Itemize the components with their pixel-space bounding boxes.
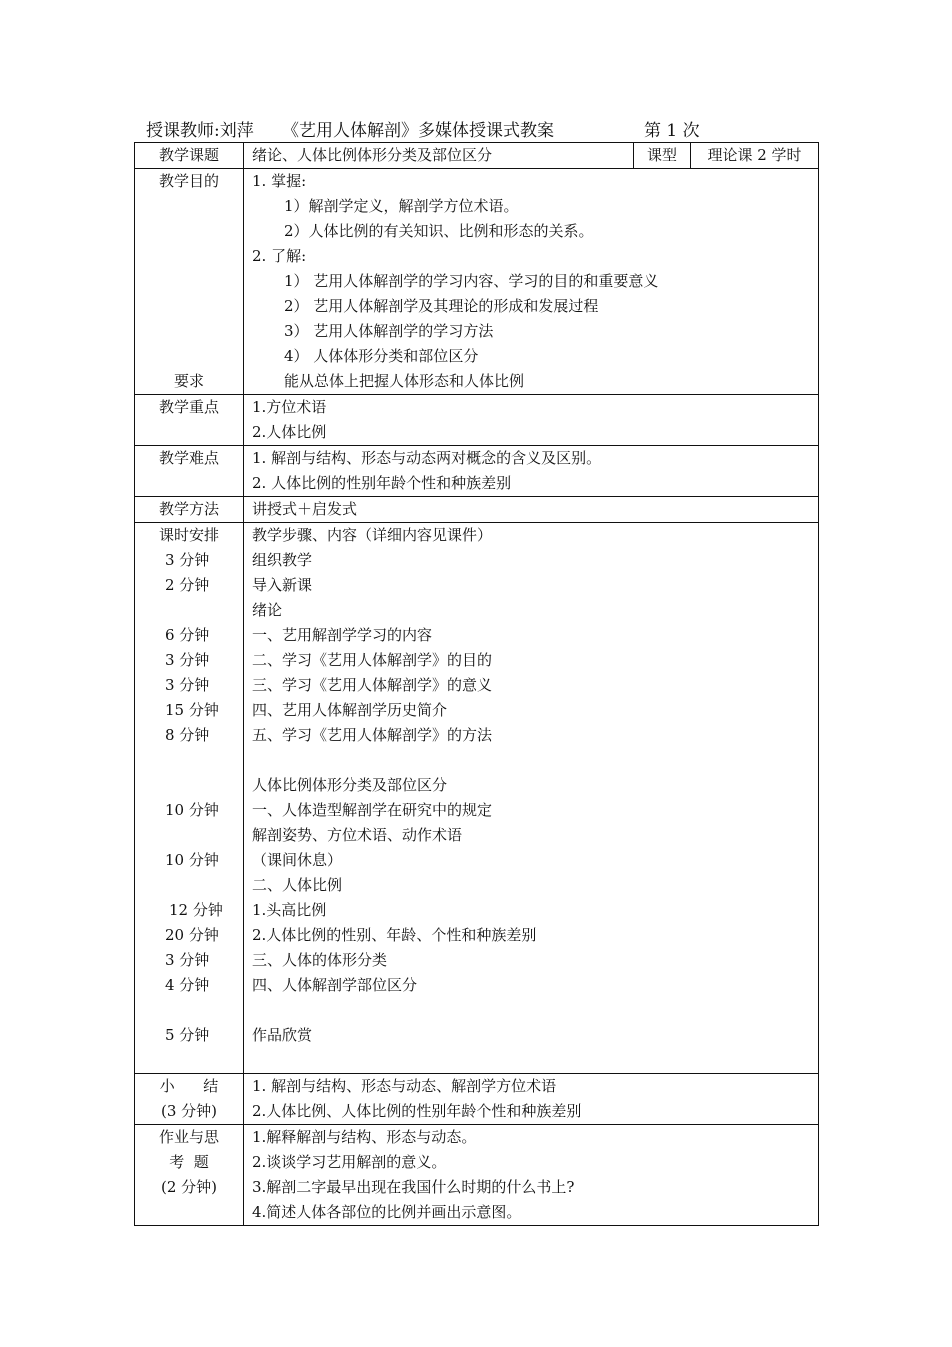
homework-label-2: 考 题 xyxy=(169,1153,209,1171)
schedule-item: 五、学习《艺用人体解剖学》的方法 xyxy=(252,726,493,744)
schedule-item: 四、艺用人体解剖学历史简介 xyxy=(252,701,448,719)
key-point-line: 2.人体比例 xyxy=(252,423,327,441)
schedule-time: 2 分钟 xyxy=(165,576,210,594)
homework-label: 作业与思 xyxy=(158,1128,219,1146)
topic-row xyxy=(135,143,819,169)
schedule-time xyxy=(143,873,235,898)
schedule-time: 12 分钟 xyxy=(169,901,223,919)
schedule-label: 课时安排 xyxy=(158,526,219,544)
objectives-label-cell xyxy=(135,169,244,395)
schedule-time xyxy=(143,998,235,1023)
homework-content xyxy=(244,1125,819,1226)
course-type-value: 理论课 2 学时 xyxy=(691,143,819,169)
schedule-item: 组织教学 xyxy=(252,551,313,569)
teacher-name: 授课教师:刘萍 xyxy=(146,121,254,141)
topic-label: 教学课题 xyxy=(135,143,244,169)
schedule-time xyxy=(143,748,235,773)
objective-line: 2）人体比例的有关知识、比例和形态的关系。 xyxy=(284,222,594,240)
homework-line: 4.简述人体各部位的比例并画出示意图。 xyxy=(252,1203,522,1221)
difficulties-row xyxy=(135,446,819,497)
schedule-time: 10 分钟 xyxy=(165,801,219,819)
schedule-time: 4 分钟 xyxy=(165,976,210,994)
homework-duration: (2 分钟) xyxy=(160,1178,218,1196)
homework-row xyxy=(135,1125,819,1226)
objectives-label: 教学目的 xyxy=(158,172,219,190)
document-title: 《艺用人体解剖》多媒体授课式教案 xyxy=(282,121,554,141)
key-points-label: 教学重点 xyxy=(135,395,244,446)
objective-line: 1）解剖学定义，解剖学方位术语。 xyxy=(284,197,519,215)
schedule-item: 解剖姿势、方位术语、动作术语 xyxy=(252,826,463,844)
method-label: 教学方法 xyxy=(135,497,244,523)
summary-row xyxy=(135,1074,819,1125)
schedule-time: 3 分钟 xyxy=(165,651,210,669)
key-points-row xyxy=(135,395,819,446)
schedule-time: 5 分钟 xyxy=(165,1026,210,1044)
course-type-label: 课型 xyxy=(634,143,691,169)
objective-line: 2. 了解: xyxy=(252,247,307,265)
schedule-item: 三、人体的体形分类 xyxy=(252,951,388,969)
objectives-content xyxy=(244,169,819,395)
schedule-item: 二、学习《艺用人体解剖学》的目的 xyxy=(252,651,493,669)
schedule-item: 一、艺用解剖学学习的内容 xyxy=(252,626,433,644)
schedule-item xyxy=(252,748,810,773)
schedule-item xyxy=(252,998,810,1023)
key-points-content xyxy=(244,395,819,446)
summary-line: 2.人体比例、人体比例的性别年龄个性和种族差别 xyxy=(252,1102,582,1120)
homework-label-cell xyxy=(135,1125,244,1226)
topic-value: 绪论、人体比例体形分类及部位区分 xyxy=(244,143,634,169)
homework-line: 2.谈谈学习艺用解剖的意义。 xyxy=(252,1153,447,1171)
schedule-time: 8 分钟 xyxy=(165,726,210,744)
summary-duration: (3 分钟) xyxy=(160,1102,218,1120)
summary-content xyxy=(244,1074,819,1125)
difficulty-line: 2. 人体比例的性别年龄个性和种族差别 xyxy=(252,474,512,492)
schedule-item: 作品欣赏 xyxy=(252,1026,313,1044)
schedule-row xyxy=(135,523,819,1074)
schedule-time xyxy=(143,773,235,798)
objective-line: 2） 艺用人体解剖学及其理论的形成和发展过程 xyxy=(284,297,599,315)
difficulties-label: 教学难点 xyxy=(135,446,244,497)
schedule-item: 一、人体造型解剖学在研究中的规定 xyxy=(252,801,493,819)
objective-line: 1. 掌握: xyxy=(252,172,307,190)
schedule-item: 导入新课 xyxy=(252,576,313,594)
schedule-item xyxy=(252,1048,810,1073)
schedule-item: 绪论 xyxy=(252,601,283,619)
schedule-item: 二、人体比例 xyxy=(252,876,343,894)
schedule-time: 15 分钟 xyxy=(165,701,219,719)
objectives-row xyxy=(135,169,819,395)
summary-label-cell xyxy=(135,1074,244,1125)
session-number: 第 1 次 xyxy=(644,121,700,141)
schedule-item: 人体比例体形分类及部位区分 xyxy=(252,776,448,794)
method-value: 讲授式＋启发式 xyxy=(244,497,819,523)
difficulties-content xyxy=(244,446,819,497)
schedule-time: 20 分钟 xyxy=(165,926,219,944)
schedule-item: 四、人体解剖学部位区分 xyxy=(252,976,418,994)
schedule-time: 6 分钟 xyxy=(165,626,210,644)
schedule-time xyxy=(143,1048,235,1073)
schedule-header: 教学步骤、内容（详细内容见课件） xyxy=(252,526,493,544)
schedule-time: 3 分钟 xyxy=(165,951,210,969)
schedule-times xyxy=(135,523,244,1074)
objective-line: 1） 艺用人体解剖学的学习内容、学习的目的和重要意义 xyxy=(284,272,659,290)
schedule-time: 3 分钟 xyxy=(165,551,210,569)
homework-line: 3.解剖二字最早出现在我国什么时期的什么书上? xyxy=(252,1178,575,1196)
page-header xyxy=(146,116,826,142)
schedule-content xyxy=(244,523,819,1074)
summary-label: 小 结 xyxy=(159,1077,219,1095)
objective-line: 3） 艺用人体解剖学的学习方法 xyxy=(284,322,494,340)
homework-line: 1.解释解剖与结构、形态与动态。 xyxy=(252,1128,477,1146)
schedule-item: 三、学习《艺用人体解剖学》的意义 xyxy=(252,676,493,694)
summary-line: 1. 解剖与结构、形态与动态、解剖学方位术语 xyxy=(252,1077,557,1095)
requirements-label: 要求 xyxy=(173,372,204,390)
schedule-time xyxy=(143,823,235,848)
schedule-item: （课间休息） xyxy=(252,851,343,869)
difficulty-line: 1. 解剖与结构、形态与动态两对概念的含义及区别。 xyxy=(252,449,602,467)
method-row xyxy=(135,497,819,523)
schedule-item: 2.人体比例的性别、年龄、个性和种族差别 xyxy=(252,926,537,944)
schedule-time: 10 分钟 xyxy=(165,851,219,869)
objective-line: 4） 人体体形分类和部位区分 xyxy=(284,347,479,365)
lesson-plan-table xyxy=(134,142,819,1226)
schedule-item: 1.头高比例 xyxy=(252,901,327,919)
requirement-line: 能从总体上把握人体形态和人体比例 xyxy=(284,372,525,390)
schedule-time: 3 分钟 xyxy=(165,676,210,694)
key-point-line: 1.方位术语 xyxy=(252,398,327,416)
schedule-time xyxy=(143,598,235,623)
